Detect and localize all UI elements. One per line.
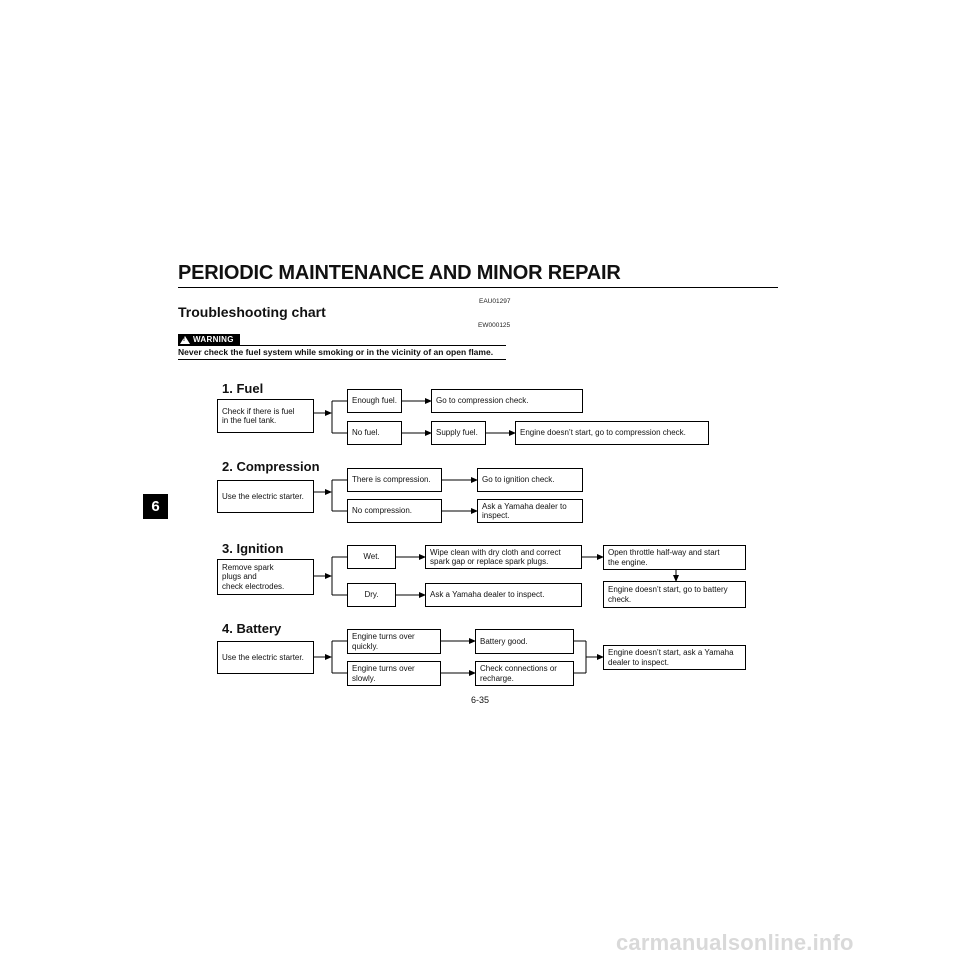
compression-start-box: Use the electric starter. [217, 480, 314, 513]
ignition-dry-box: Dry. [347, 583, 396, 607]
battery-start-box: Use the electric starter. [217, 641, 314, 674]
ignition-no-start-box: Engine doesn’t start, go to battery check. [603, 581, 746, 608]
ignition-section-title: 3. Ignition [222, 541, 284, 556]
ignition-start-box: Remove spark plugs and check electrodes. [217, 559, 314, 595]
fuel-supply-box: Supply fuel. [431, 421, 486, 445]
fuel-enough-box: Enough fuel. [347, 389, 402, 413]
warning-triangle-icon: ! [180, 336, 190, 344]
battery-check-box: Check connections or recharge. [475, 661, 574, 686]
warning-code: EW000125 [478, 322, 511, 329]
battery-slow-box: Engine turns over slowly. [347, 661, 441, 686]
fuel-start-box: Check if there is fuel in the fuel tank. [217, 399, 314, 433]
fuel-section-title: 1. Fuel [222, 381, 264, 396]
chapter-tab: 6 [143, 494, 168, 519]
warning-label-text: WARNING [193, 335, 234, 344]
ignition-wet-box: Wet. [347, 545, 396, 569]
compression-ask-box: Ask a Yamaha dealer to inspect. [477, 499, 583, 523]
ignition-wipe-box: Wipe clean with dry cloth and correct spark gap or replace spark plugs. [425, 545, 582, 569]
battery-quick-box: Engine turns over quickly. [347, 629, 441, 654]
fuel-go-compression-box: Go to compression check. [431, 389, 583, 413]
watermark: carmanualsonline.info [616, 930, 854, 955]
compression-no-box: No compression. [347, 499, 442, 523]
compression-yes-box: There is compression. [347, 468, 442, 492]
section-code: EAU01297 [479, 298, 511, 305]
compression-section-title: 2. Compression [222, 459, 320, 474]
battery-section-title: 4. Battery [222, 621, 282, 636]
battery-good-box: Battery good. [475, 629, 574, 654]
page-header-title: PERIODIC MAINTENANCE AND MINOR REPAIR [178, 262, 621, 284]
compression-go-ignition-box: Go to ignition check. [477, 468, 583, 492]
section-title: Troubleshooting chart [178, 304, 326, 320]
fuel-no-fuel-box: No fuel. [347, 421, 402, 445]
ignition-ask-box: Ask a Yamaha dealer to inspect. [425, 583, 582, 607]
battery-no-start-box: Engine doesn’t start, ask a Yamaha dealer to inspect. [603, 645, 746, 670]
ignition-open-throttle-box: Open throttle half-way and start the engine. [603, 545, 746, 570]
fuel-no-start-box: Engine doesn’t start, go to compression check. [515, 421, 709, 445]
page-number: 6-35 [470, 695, 489, 705]
warning-text: Never check the fuel system while smoking or in the vicinity of an open flame. [178, 347, 494, 357]
